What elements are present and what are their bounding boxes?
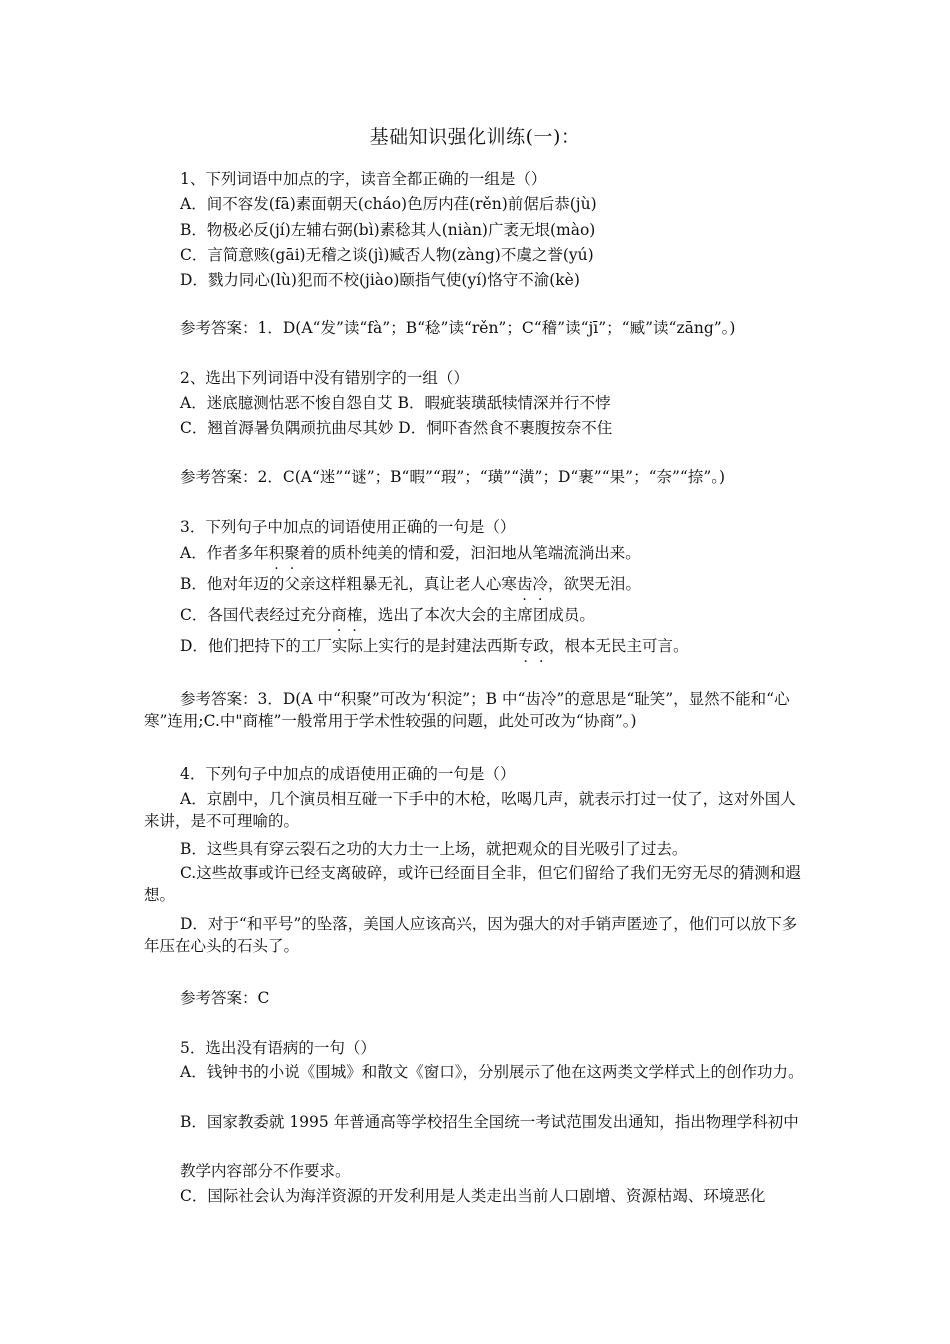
dotted-char: 齿 (516, 575, 533, 593)
page-title: 基础知识强化训练(一)： (369, 126, 581, 148)
dotted-char: 商 (331, 606, 347, 624)
q4-option-a: A．京剧中，几个演员相互碰一下手中的木枪，吆喝几声，就表示打过一仗了，这对外国人来讲，是不可理喻的。 (144, 790, 796, 830)
q2-options-ab: A．迷底臆测怙恶不悛自怨自艾 B．暇疵装璜舐犊情深并行不悖 (180, 394, 611, 412)
q3-d-dotted-word (518, 637, 549, 655)
dotted-char: 政 (533, 637, 549, 655)
q4-stem: 4．下列句子中加点的成语使用正确的一句是（） (180, 765, 516, 783)
q4-option-d: D．对于“和平号”的坠落，美国人应该高兴，因为强大的对手销声匿迹了，他们可以放下多年压在心头的石头了。 (144, 915, 798, 955)
dotted-char: 聚 (284, 544, 300, 562)
q3-c-pre: C．各国代表经过充分 (180, 606, 332, 624)
q1-option-b: B．物极必反(jí)左辅右弼(bì)素稔其人(niàn)广袤无垠(mào) (180, 221, 596, 239)
q3-b-post: ，欲哭无泪。 (547, 575, 641, 593)
q1-option-d: D．戮力同心(lù)犯而不校(jiào)颐指气使(yí)恪守不渝(kè) (180, 271, 580, 289)
q3-c-post: ，选出了本次大会的主席团成员。 (362, 606, 595, 624)
q3-answer: 参考答案：3．D(A 中“积聚”可改为‘积淀”；B 中“齿冷”的意思是“耻笑”，显然不能和“心寒”连用;C.中"商榷”一般常用于学术性较强的问题，此处可改为“协商”。) (144, 690, 790, 730)
q3-b-dotted-word (517, 575, 548, 593)
q4-answer: 参考答案：C (180, 989, 270, 1007)
q3-b-pre: B．他对年迈的父亲这样粗暴无礼，真让老人心寒 (180, 575, 517, 593)
q2-stem: 2、选出下列词语中没有错别字的一组（） (180, 369, 469, 387)
q3-a-post: 着的质朴纯美的情和爱，汩汩地从笔端流淌出来。 (299, 544, 641, 562)
q1-option-a: A．间不容发(fā)素面朝天(cháo)色厉内荏(rěn)前倨后恭(jù) (180, 195, 597, 213)
q5-stem: 5．选出没有语病的一句（） (180, 1039, 376, 1057)
q5-option-c: C．国际社会认为海洋资源的开发利用是人类走出当前人口剧增、资源枯竭、环境恶化 (180, 1187, 766, 1205)
q3-option-b (180, 573, 641, 595)
q5-option-b-cont: 教学内容部分不作要求。 (180, 1162, 351, 1180)
dotted-char: 积 (268, 544, 285, 562)
q1-answer: 参考答案：1．D(A“发”读“fà”；B“稔”读“rěn”；C“稽”读“jī”；“臧”读“zāng”。) (180, 319, 736, 337)
dotted-char: 榷 (346, 606, 363, 624)
q3-a-dotted-word (269, 544, 300, 562)
q3-stem: 3．下列句子中加点的词语使用正确的一句是（） (180, 518, 516, 536)
q5-option-b: B．国家教委就 1995 年普通高等学校招生全国统一考试范围发出通知，指出物理学科初中 (180, 1113, 799, 1131)
q3-d-pre: D．他们把持下的工厂实际上实行的是封建法西斯 (180, 637, 518, 655)
dotted-char: 专 (517, 637, 534, 655)
q5-option-a: A．钱钟书的小说《围城》和散文《窗口》，分别展示了他在这两类文学样式上的创作功力。 (180, 1063, 804, 1081)
q3-option-a (180, 542, 641, 564)
q3-c-dotted-word (331, 606, 362, 624)
q1-stem: 1、下列词语中加点的字，读音全都正确的一组是（） (180, 170, 547, 188)
q3-d-post: ，根本无民主可言。 (548, 637, 689, 655)
q4-option-c: C.这些故事或许已经支离破碎，或许已经面目全非，但它们留给了我们无穷无尽的猜测和遐想。 (144, 864, 801, 904)
q3-option-c (180, 604, 595, 626)
q1-option-c: C．言简意赅(gāi)无稽之谈(jì)臧否人物(zàng)不虞之誉(yú) (180, 246, 594, 264)
q2-options-cd: C．翘首溽暑负隅顽抗曲尽其妙 D．恫吓杳然食不裹腹按奈不住 (180, 419, 613, 437)
q3-option-d (180, 635, 688, 657)
dotted-char: 冷 (532, 575, 548, 593)
q4-option-b: B．这些具有穿云裂石之功的大力士一上场，就把观众的目光吸引了过去。 (180, 840, 688, 858)
q3-a-pre: A．作者多年 (180, 544, 269, 562)
q2-answer: 参考答案：2．C(A“迷”“谜”；B“暇”“瑕”；“璜”“潢”；D“裹”“果”；“奈”“捺”。) (180, 468, 726, 486)
